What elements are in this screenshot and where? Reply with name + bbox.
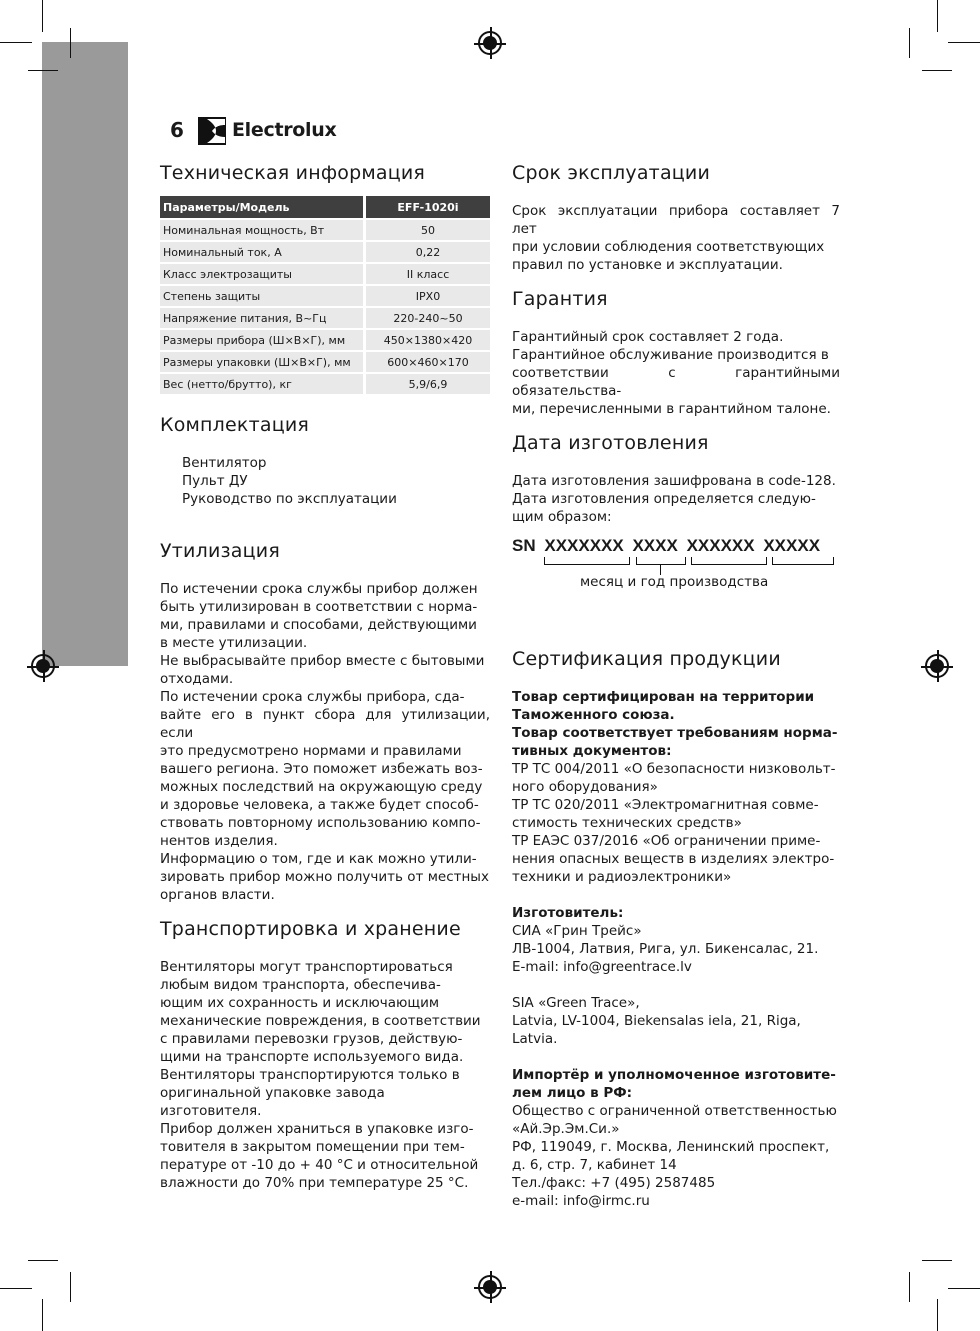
spec-table — [160, 194, 490, 396]
text-line — [512, 976, 840, 994]
table-row — [160, 330, 490, 350]
table-row — [160, 242, 490, 262]
crop-mark — [922, 1260, 952, 1261]
text-line: вайте его в пункт сбора для утилизации, если — [160, 707, 490, 741]
text-line: Таможенного союза. — [512, 707, 675, 723]
spec-value: 220-240~50 — [363, 308, 490, 328]
text-line: Общество с ограниченной ответственностью — [512, 1103, 837, 1119]
text-line: «Ай.Эр.Эм.Си.» — [512, 1121, 620, 1137]
text-line: Гарантийный срок составляет 2 года. — [512, 329, 784, 345]
text-line: ТР ТС 020/2011 «Электромагнитная совме- — [512, 797, 819, 813]
section-title-manufacture-date: Дата изготовления — [512, 432, 709, 454]
spec-param: Степень защиты — [160, 286, 363, 306]
table-row — [160, 220, 490, 240]
text-line: щими на транспорте используемого вида. — [160, 1049, 464, 1065]
crop-mark — [909, 28, 910, 58]
text-line: ствовать повторному использованию компо- — [160, 815, 481, 831]
sn-prefix: SN — [512, 536, 536, 555]
spec-value: II класс — [363, 264, 490, 284]
sn-group: XXXXXXX — [544, 536, 624, 555]
table-row — [160, 374, 490, 394]
text-line: Вентиляторы могут транспортироваться — [160, 959, 453, 975]
text-line: Дата изготовления определяется следую- — [512, 491, 816, 507]
text-line: РФ, 119049, г. Москва, Ленинский проспект, — [512, 1139, 830, 1155]
text-line: ЛВ-1004, Латвия, Рига, ул. Бикенсалас, 21. — [512, 941, 819, 957]
text-line — [512, 1048, 840, 1066]
section-title-disposal: Утилизация — [160, 540, 280, 562]
crop-mark — [0, 42, 32, 43]
text-line: соответствии с гарантийными обязательства- — [512, 365, 840, 399]
crop-mark — [42, 1299, 43, 1331]
sn-group: XXXX — [632, 536, 678, 555]
electrolux-logo-icon — [198, 117, 226, 145]
text-line: техники и радиоэлектроники» — [512, 869, 732, 885]
spec-header-model: EFF-1020i — [363, 196, 490, 218]
text-line: и здоровье человека, а также будет способ- — [160, 797, 479, 813]
spec-value: 450×1380×420 — [363, 330, 490, 350]
text-line: влажности до 70% при температуре 25 °С. — [160, 1175, 469, 1191]
text-line: с правилами перевозки грузов, действую- — [160, 1031, 463, 1047]
text-line: ного оборудования» — [512, 779, 658, 795]
section-title-certification: Сертификация продукции — [512, 648, 781, 670]
spec-param: Размеры прибора (Ш×В×Г), мм — [160, 330, 363, 350]
text-line: По истечении срока службы прибор должен — [160, 581, 478, 597]
serial-number-format — [512, 536, 824, 556]
text-line: Не выбрасывайте прибор вместе с бытовыми — [160, 653, 485, 669]
spec-param: Номинальная мощность, Вт — [160, 220, 363, 240]
sn-group: XXXXXX — [686, 536, 755, 555]
text-line: органов власти. — [160, 887, 275, 903]
kit-list — [182, 454, 397, 508]
registration-mark-icon — [478, 1275, 502, 1299]
text-line: механические повреждения, в соответствии — [160, 1013, 481, 1029]
section-title-tech: Техническая информация — [160, 162, 426, 184]
crop-mark — [0, 1288, 32, 1289]
text-line: Вентиляторы транспортируются только в — [160, 1067, 460, 1083]
registration-mark-icon — [925, 654, 949, 678]
sn-bracket — [636, 557, 686, 565]
crop-mark — [70, 1272, 71, 1302]
text-line: в месте утилизации. — [160, 635, 308, 651]
spec-value: 600×460×170 — [363, 352, 490, 372]
text-line: вашего региона. Это поможет избежать воз- — [160, 761, 483, 777]
text-line: зировать прибор можно получить от местных — [160, 869, 489, 885]
crop-mark — [42, 0, 43, 32]
crop-mark — [28, 70, 58, 71]
text-line: Latvia, LV-1004, Biekensalas iela, 21, Riga, Latvia. — [512, 1013, 801, 1047]
text-line: при условии соблюдения соответствующих — [512, 239, 825, 255]
transport-text — [160, 958, 490, 1192]
section-title-transport: Транспортировка и хранение — [160, 918, 461, 940]
text-line: оригинальной упаковке завода изготовителя. — [160, 1085, 385, 1119]
crop-mark — [70, 28, 71, 58]
text-line: Дата изготовления зашифрована в code-128. — [512, 473, 836, 489]
text-line: ТР ЕАЭС 037/2016 «Об ограничении приме- — [512, 833, 821, 849]
crop-mark — [28, 1260, 58, 1261]
text-line: отходами. — [160, 671, 234, 687]
text-line: Тел./факс: +7 (495) 2587485 — [512, 1175, 716, 1191]
registration-mark-icon — [478, 31, 502, 55]
text-line: нения опасных веществ в изделиях электро- — [512, 851, 835, 867]
text-line: пературе от -10 до + 40 °С и относительной — [160, 1157, 479, 1173]
text-line: ми, перечисленными в гарантийном талоне. — [512, 401, 831, 417]
sn-caption: месяц и год производства — [580, 574, 769, 590]
text-line: нентов изделия. — [160, 833, 278, 849]
certification-text — [512, 688, 840, 1210]
text-line: Прибор должен храниться в упаковке изго- — [160, 1121, 474, 1137]
section-title-warranty: Гарантия — [512, 288, 608, 310]
service-life-text — [512, 202, 840, 274]
text-line: Информацию о том, где и как можно утили- — [160, 851, 477, 867]
text-line: Импортёр и уполномоченное изготовите- — [512, 1067, 836, 1083]
spec-value: 0,22 — [363, 242, 490, 262]
text-line: тивных документов: — [512, 743, 672, 759]
crop-mark — [909, 1272, 910, 1302]
text-line: стимость технических средств» — [512, 815, 742, 831]
list-item: Вентилятор — [182, 455, 267, 471]
registration-mark-icon — [31, 654, 55, 678]
table-row — [160, 286, 490, 306]
warranty-text — [512, 328, 840, 418]
page-number: 6 — [170, 118, 184, 142]
text-line: Гарантийное обслуживание производится в — [512, 347, 829, 363]
sn-bracket — [772, 557, 834, 565]
text-line: товителя в закрытом помещении при тем- — [160, 1139, 465, 1155]
text-line: Изготовитель: — [512, 905, 624, 921]
text-line: лем лицо в РФ: — [512, 1085, 633, 1101]
text-line: ющим их сохранность и исключающим — [160, 995, 440, 1011]
text-line: это предусмотрено нормами и правилами — [160, 743, 462, 759]
manufacture-date-text — [512, 472, 840, 526]
crop-mark — [937, 1299, 938, 1331]
sn-bracket — [691, 557, 767, 565]
spec-value: 5,9/6,9 — [363, 374, 490, 394]
spec-value: 50 — [363, 220, 490, 240]
sn-group: XXXXX — [763, 536, 821, 555]
brand-name: Electrolux — [232, 119, 337, 141]
text-line: щим образом: — [512, 509, 612, 525]
section-title-kit: Комплектация — [160, 414, 310, 436]
spec-param: Размеры упаковки (Ш×В×Г), мм — [160, 352, 363, 372]
text-line: Товар соответствует требованиям норма- — [512, 725, 838, 741]
text-line: SIA «Green Trace», — [512, 995, 640, 1011]
text-line: Товар сертифицирован на территории — [512, 689, 815, 705]
section-title-service-life: Срок эксплуатации — [512, 162, 711, 184]
crop-mark — [948, 42, 980, 43]
text-line: e-mail: info@irmc.ru — [512, 1193, 650, 1209]
crop-mark — [948, 1288, 980, 1289]
spec-value: IPX0 — [363, 286, 490, 306]
sn-bracket — [544, 557, 630, 565]
spec-param: Номинальный ток, А — [160, 242, 363, 262]
text-line: правил по установке и эксплуатации. — [512, 257, 783, 273]
side-color-band — [42, 42, 128, 666]
text-line: СИА «Грин Трейс» — [512, 923, 642, 939]
spec-param: Вес (нетто/брутто), кг — [160, 374, 363, 394]
list-item: Пульт ДУ — [182, 473, 248, 489]
table-row — [160, 264, 490, 284]
text-line: По истечении срока службы прибора, сда- — [160, 689, 465, 705]
spec-header-param: Параметры/Модель — [160, 196, 363, 218]
text-line: любым видом транспорта, обеспечива- — [160, 977, 441, 993]
text-line: ми, правилами и способами, действующими — [160, 617, 477, 633]
crop-mark — [937, 0, 938, 32]
spec-param: Класс электрозащиты — [160, 264, 363, 284]
text-line — [512, 886, 840, 904]
table-row — [160, 308, 490, 328]
list-item: Руководство по эксплуатации — [182, 491, 397, 507]
disposal-text — [160, 580, 490, 904]
text-line: E-mail: info@greentrace.lv — [512, 959, 692, 975]
spec-param: Напряжение питания, В~Гц — [160, 308, 363, 328]
crop-mark — [922, 70, 952, 71]
text-line: д. 6, стр. 7, кабинет 14 — [512, 1157, 677, 1173]
table-row — [160, 352, 490, 372]
text-line: Срок эксплуатации прибора составляет 7 лет — [512, 203, 840, 237]
text-line: ТР ТС 004/2011 «О безопасности низковольт- — [512, 761, 836, 777]
text-line: можных последствий на окружающую среду — [160, 779, 483, 795]
text-line: быть утилизирован в соответствии с норма- — [160, 599, 478, 615]
